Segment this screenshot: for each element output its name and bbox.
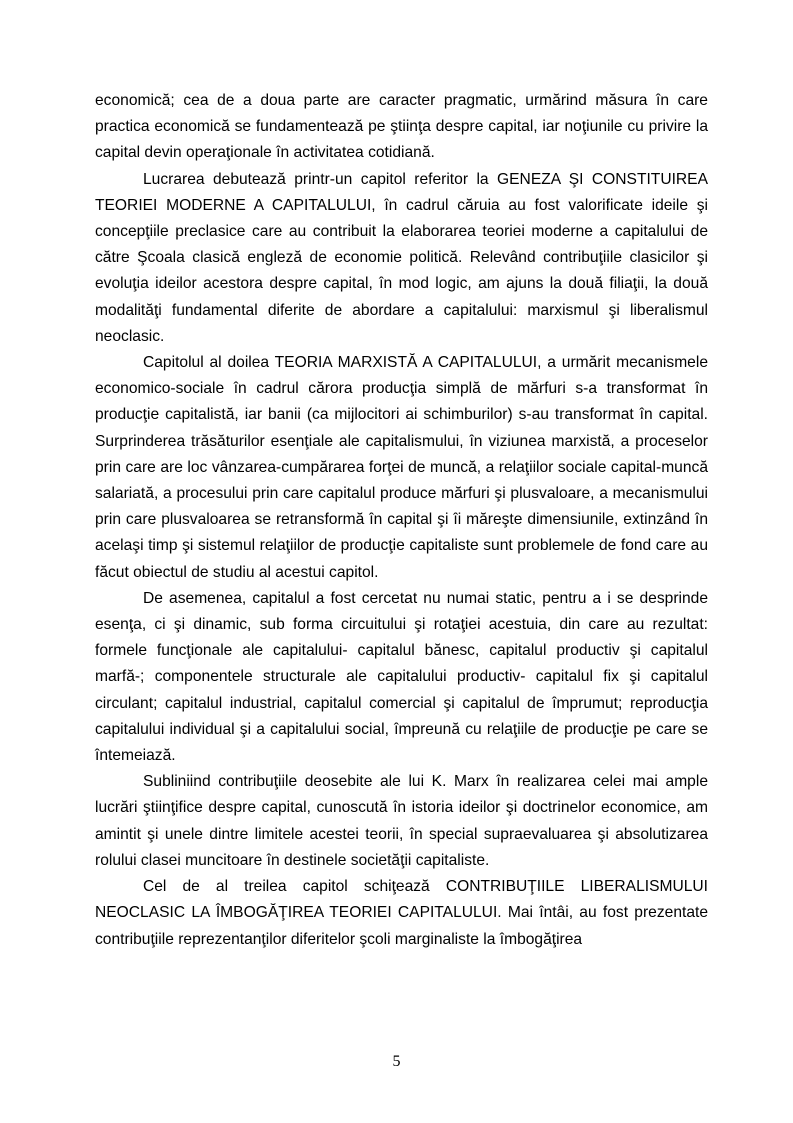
paragraph-chapter-two: Capitolul al doilea TEORIA MARXISTĂ A CAPITALULUI, a urmărit mecanismele economico-sociale în cadrul cărora producţia simplă de mărfuri s-a transformat în producţie capitalistă, iar banii (ca mijlocitori ai schimburilor) s-au transformat în capital. Surprinderea trăsăturilor esenţiale ale capitalismului, în viziunea marxistă, a proceselor prin care are loc vânzarea-cumpărarea forţei de muncă, a relaţiilor sociale capital-muncă salariată, a procesului prin care capitalul produce mărfuri şi plusvaloare, a mecanismului prin care plusvaloarea se retransformă în capital şi îi măreşte dimensiunile, extinzând în acelaşi timp şi sistemul relaţiilor de producţie capitaliste sunt problemele de fond care au făcut obiectul de studiu al acestui capitol.: [95, 354, 708, 581]
paragraph-continuation: economică; cea de a doua parte are caracter pragmatic, urmărind măsura în care practica economică se fundamentează pe ştiinţa despre capital, iar noţiunile cu privire la capital devin operaţionale în activitatea cotidiană.: [95, 92, 708, 162]
paragraph-chapter-one: Lucrarea debutează printr-un capitol referitor la GENEZA ŞI CONSTITUIREA TEORIEI MODERNE A CAPITALULUI, în cadrul căruia au fost valorificate ideile şi concepţiile preclasice care au contribuit la elaborarea teoriei moderne a capitalului de către Şcoala clasică engleză de economie politică. Relevând contribuţiile clasicilor şi evoluţia ideilor acestora despre capital, în mod logic, am ajuns la două filiaţii, la două modalităţi fundamental diferite de abordare a capitalului: marxismul şi liberalismul neoclasic.: [95, 170, 708, 345]
paragraph-capital-forms: De asemenea, capitalul a fost cercetat nu numai static, pentru a i se desprinde esenţa, ci şi dinamic, sub forma circuitului şi rotaţiei acestuia, din care au rezultat: formele funcţionale ale capitalului- capitalul bănesc, capitalul productiv şi capitalul marfă-; componentele structurale ale capitalului productiv- capitalul fix şi capitalul circulant; capitalul industrial, capitalul comercial şi capitalul de împrumut; reproducţia capitalului individual şi a capitalului social, împreună cu relaţiile de producţie pe care se întemeiază.: [95, 589, 708, 765]
body-text: [95, 88, 708, 953]
paragraph-chapter-three: Cel de al treilea capitol schiţează CONTRIBUŢIILE LIBERALISMULUI NEOCLASIC LA ÎMBOGĂŢIREA TEORIEI CAPITALULUI. Mai întâi, au fost prezentate contribuţiile reprezentanţilor diferitelor şcoli marginaliste la îmbogăţirea: [95, 878, 708, 948]
paragraph-marx-contributions: Subliniind contribuţiile deosebite ale lui K. Marx în realizarea celei mai ample lucrări ştiinţifice despre capital, cunoscută în istoria ideilor şi doctrinelor economice, am amintit şi unele dintre limitele acestei teorii, în special supraevaluarea şi absolutizarea rolului clasei muncitoare în destinele societăţii capitaliste.: [95, 773, 708, 869]
page-number: 5: [392, 1053, 401, 1070]
